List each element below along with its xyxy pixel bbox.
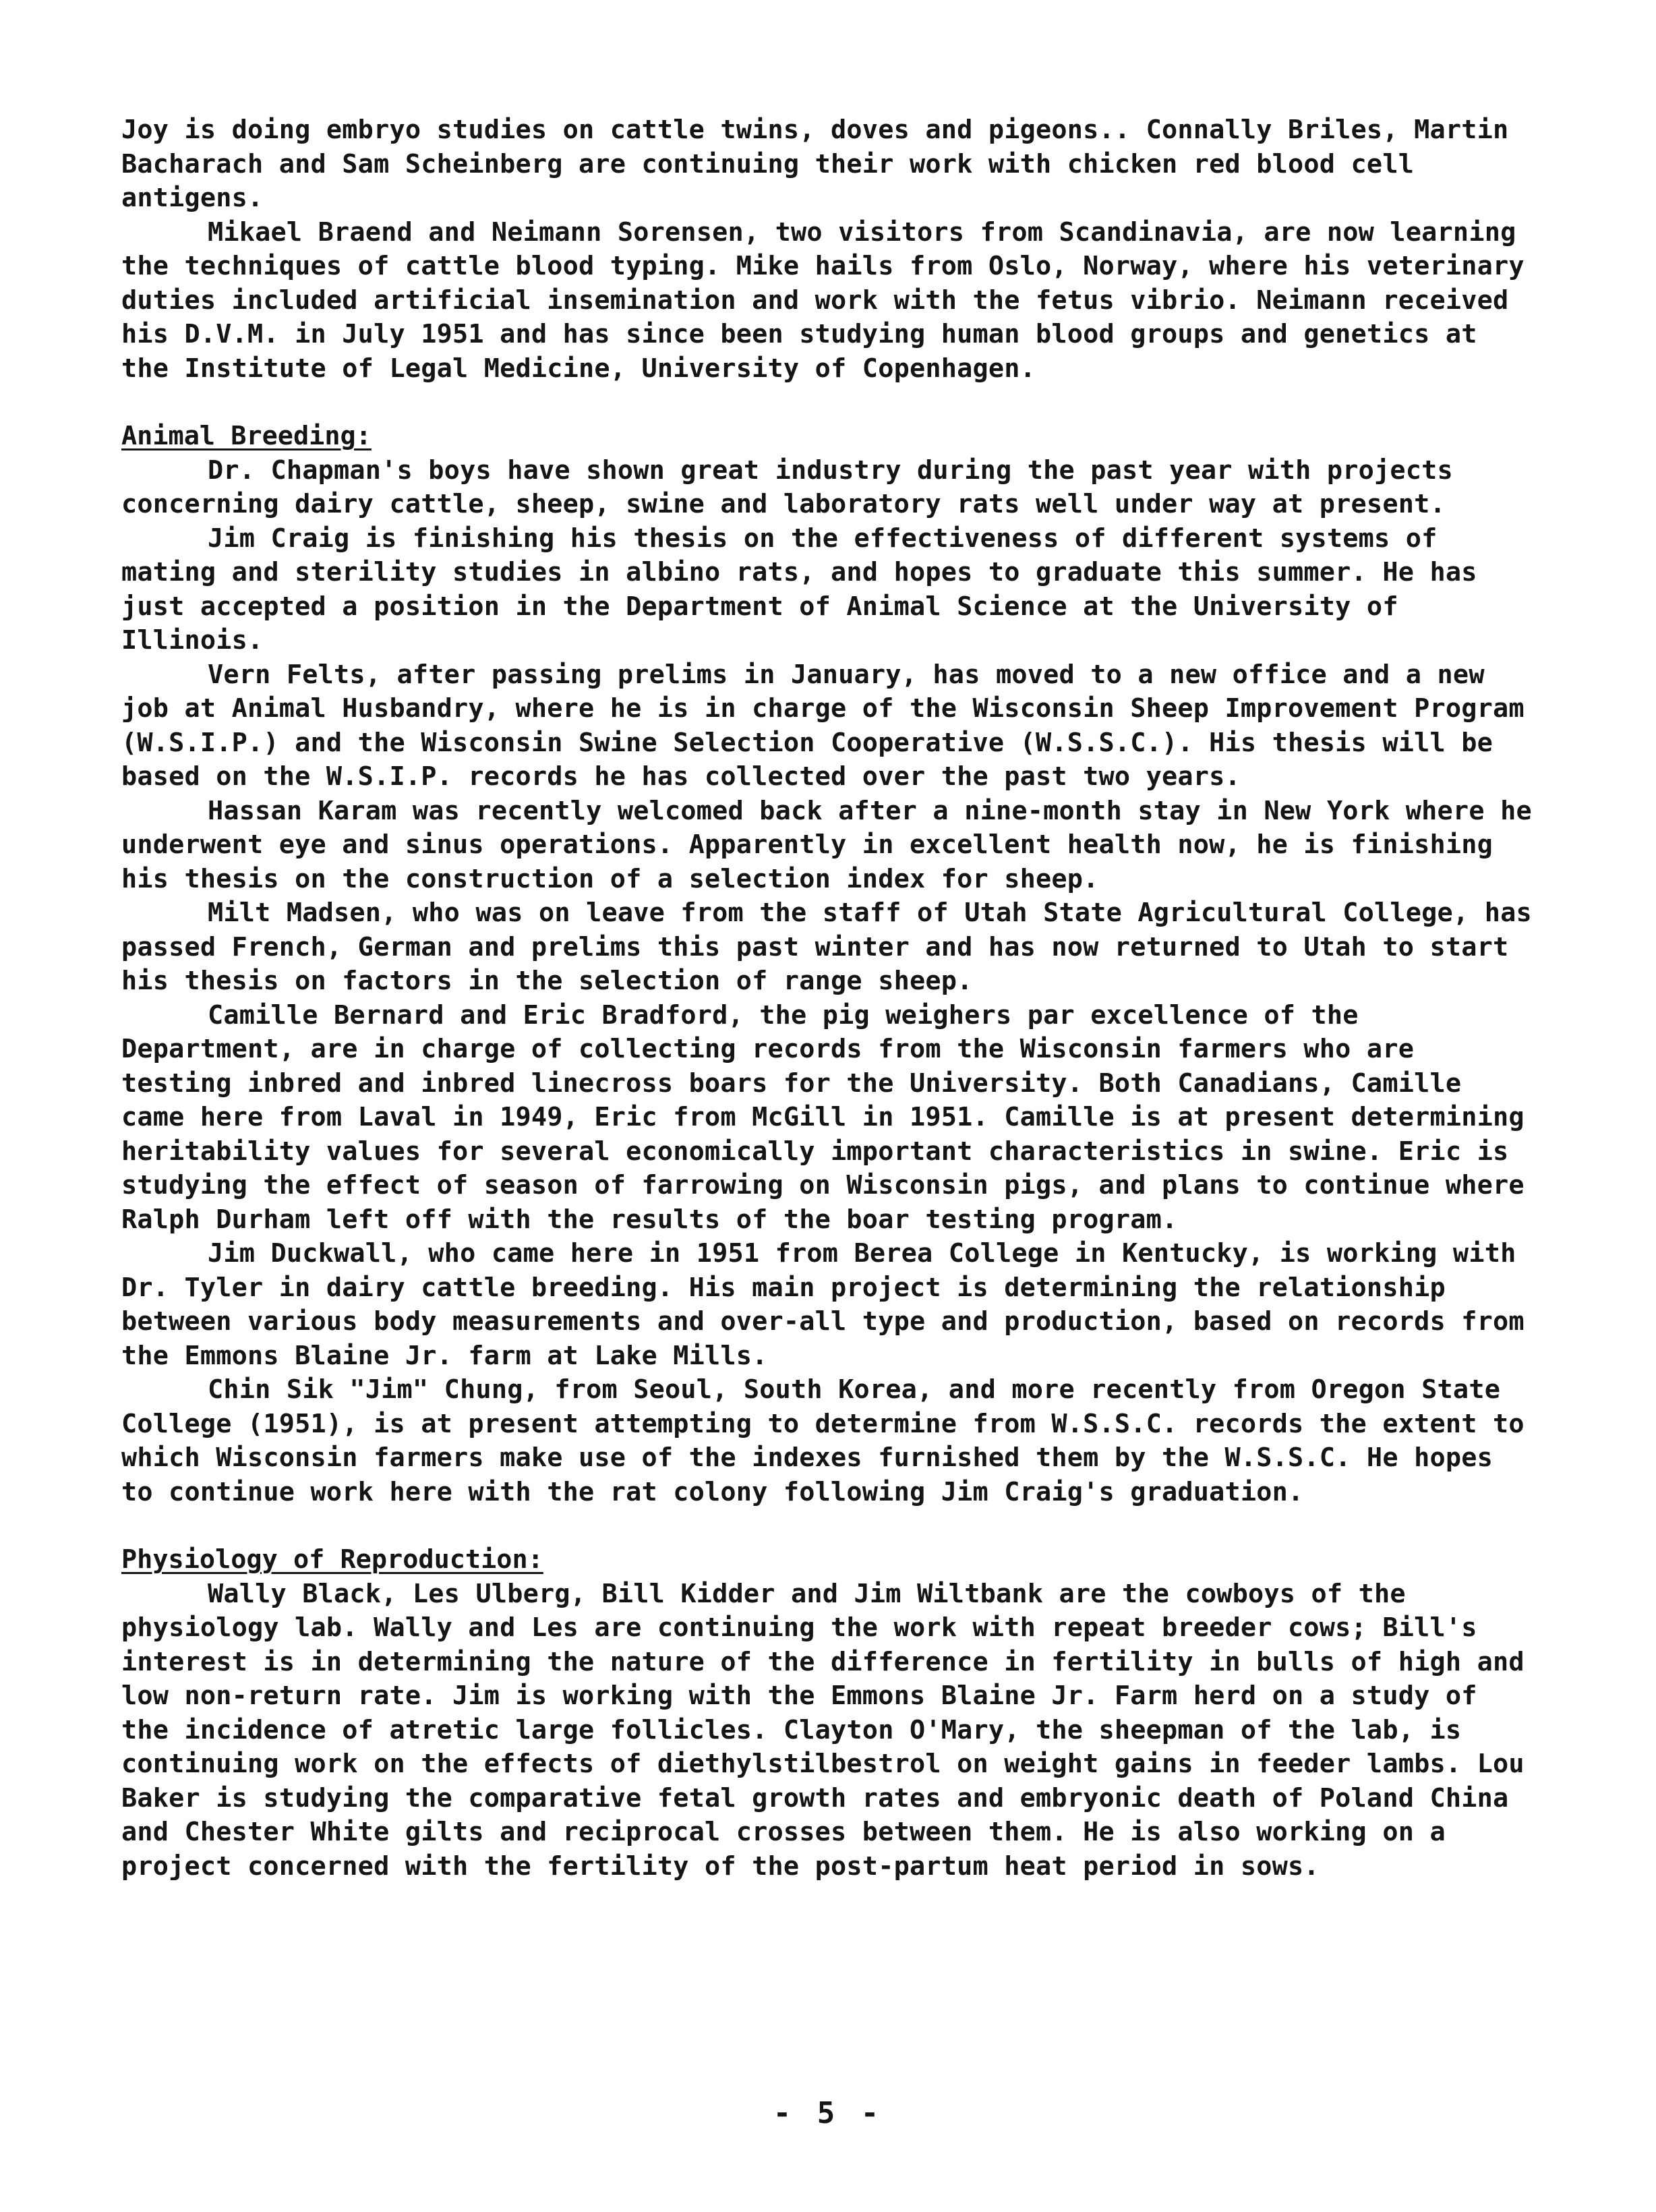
- paragraph-vern-felts: Vern Felts, after passing prelims in January, has moved to a new office and a new job at Animal Husbandry, where he is in charge of the Wisconsin Sheep Improvement Program (W.S.I.P.) and the Wisconsin Swine Selection Cooperative (W.S.S.C.). His thesis will be based on the W.S.I.P. records he has collected over the past two years.: [121, 659, 1541, 792]
- page-number: - 5 -: [773, 2096, 883, 2130]
- paragraph-bernard-bradford: Camille Bernard and Eric Bradford, the pig weighers par excellence of the Department, are in charge of collecting records from the Wisconsin farmers who are testing inbred and inbred linecross boars for the University. Both Canadians, Camille came here from Laval in 1949, Eric from McGill in 1951. Camille is at present determining heritability values for several economically important characteristics in swine. Eric is studying the effect of season of farrowing on Wisconsin pigs, and plans to continue where Ralph Durham left off with the results of the boar testing program.: [121, 999, 1541, 1235]
- section-heading-physiology-of-reproduction: Physiology of Reproduction:: [121, 1544, 543, 1575]
- section-heading-animal-breeding: Animal Breeding:: [121, 421, 372, 451]
- page-body: [121, 113, 1548, 1884]
- paragraph-milt-madsen: Milt Madsen, who was on leave from the staff of Utah State Agricultural College, has passed French, German and prelims this past winter and has now returned to Utah to start his thesis on factors in the selection of range sheep.: [121, 898, 1548, 996]
- paragraph-hassan-karam: Hassan Karam was recently welcomed back after a nine-month stay in New York where he underwent eye and sinus operations. Apparently in excellent health now, he is finishing his thesis on the construction of a selection index for sheep.: [121, 795, 1548, 894]
- paragraph-chin-sik-chung: Chin Sik "Jim" Chung, from Seoul, South Korea, and more recently from Oregon State College (1951), is at present attempting to determine from W.S.S.C. records the extent to which Wisconsin farmers make use of the indexes furnished them by the W.S.S.C. He hopes to continue work here with the rat colony following Jim Craig's graduation.: [121, 1374, 1541, 1507]
- paragraph-physiology-lab: Wally Black, Les Ulberg, Bill Kidder and Jim Wiltbank are the cowboys of the physiology lab. Wally and Les are continuing the work with repeat breeder cows; Bill's interest is in determining the nature of the difference in fertility in bulls of high and low non-return rate. Jim is working with the Emmons Blaine Jr. Farm herd on a study of the incidence of atretic large follicles. Clayton O'Mary, the sheepman of the lab, is continuing work on the effects of diethylstilbestrol on weight gains in feeder lambs. Lou Baker is studying the comparative fetal growth rates and embryonic death of Poland China and Chester White gilts and reciprocal crosses between them. He is also working on a project concerned with the fertility of the post-partum heat period in sows.: [121, 1578, 1541, 1882]
- paragraph-chapman-boys: Dr. Chapman's boys have shown great industry during the past year with projects concerning dairy cattle, sheep, swine and laboratory rats well under way at present.: [121, 455, 1469, 519]
- paragraph-jim-craig: Jim Craig is finishing his thesis on the effectiveness of different systems of mating and sterility studies in albino rats, and hopes to graduate this summer. He has just accepted a position in the Department of Animal Science at the University of Illinois.: [121, 523, 1493, 656]
- paragraph-joy-briles: Joy is doing embryo studies on cattle twins, doves and pigeons.. Connally Briles, Martin Bacharach and Sam Scheinberg are continuing their work with chicken red blood cell antigens.: [121, 115, 1525, 213]
- paragraph-jim-duckwall: Jim Duckwall, who came here in 1951 from Berea College in Kentucky, is working with Dr. Tyler in dairy cattle breeding. His main project is determining the relationship between various body measurements and over-all type and production, based on records from the Emmons Blaine Jr. farm at Lake Mills.: [121, 1238, 1541, 1371]
- paragraph-braend-sorensen: Mikael Braend and Neimann Sorensen, two visitors from Scandinavia, are now learning the techniques of cattle blood typing. Mike hails from Oslo, Norway, where his veterinary duties included artificial insemination and work with the fetus vibrio. Neimann received his D.V.M. in July 1951 and has since been studying human blood groups and genetics at the Institute of Legal Medicine, University of Copenhagen.: [121, 216, 1541, 384]
